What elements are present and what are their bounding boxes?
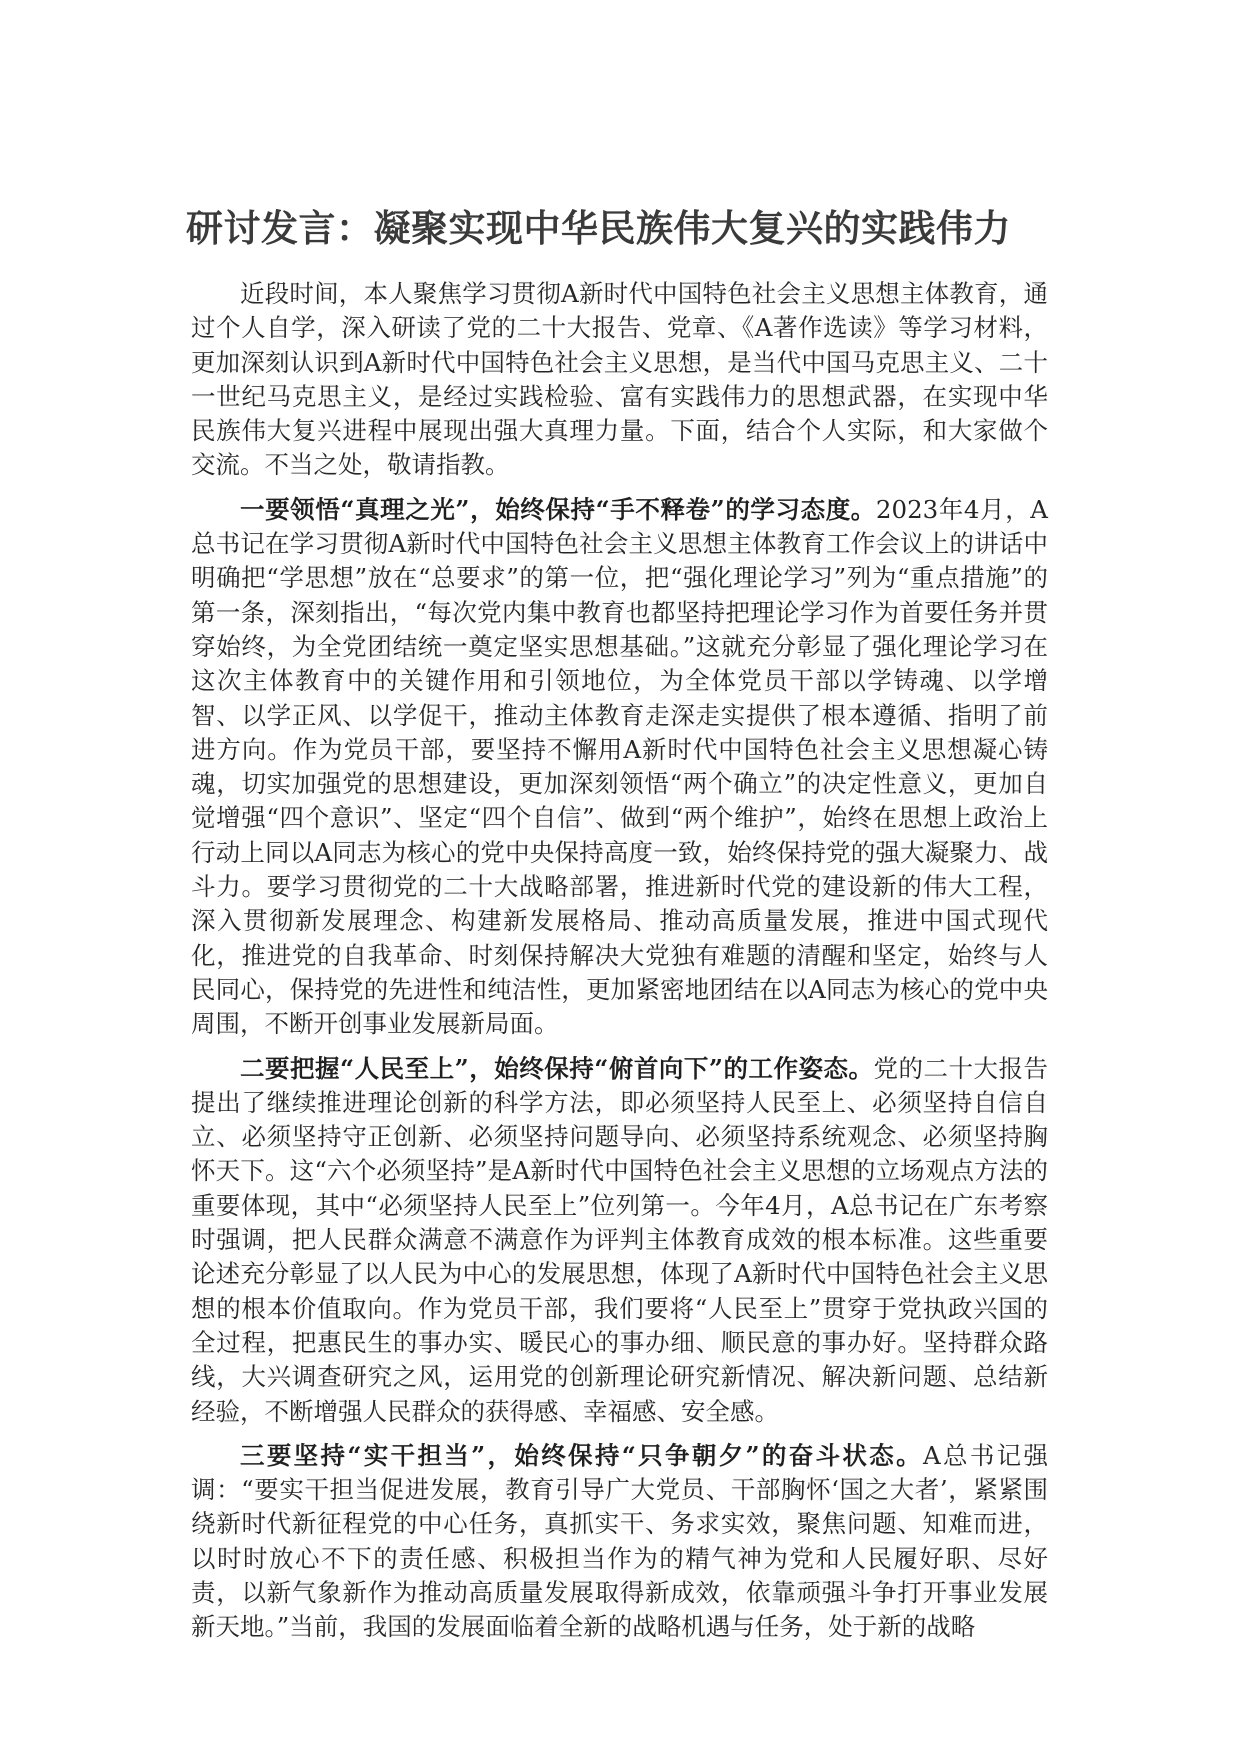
paragraph-text: 党的二十大报告提出了继续推进理论创新的科学方法，即必须坚持人民至上、必须坚持自信自立、必须坚持守正创新、必须坚持问题导向、必须坚持系统观念、必须坚持胸怀天下。这“六个必须坚持”是A新时代中国特色社会主义思想的立场观点方法的重要体现，其中“必须坚持人民至上”位列第一。今年4月，A总书记在广东考察时强调，把人民群众满意不满意作为评判主体教育成效的根本标准。这些重要论述充分彰显了以人民为中心的发展思想，体现了A新时代中国特色社会主义思想的根本价值取向。作为党员干部，我们要将“人民至上”贯穿于党执政兴国的全过程，把惠民生的事办实、暖民心的事办细、顺民意的事办好。坚持群众路线，大兴调查研究之风，运用党的创新理论研究新情况、解决新问题、总结新经验，不断增强人民群众的获得感、幸福感、安全感。 [191,1053,1049,1426]
paragraph-lead: 二要把握“人民至上”，始终保持“俯首向下”的工作姿态。 [240,1053,874,1083]
paragraph-text: 2023年4月，A总书记在学习贯彻A新时代中国特色社会主义思想主体教育工作会议上的讲话中明确把“学思想”放在“总要求”的第一位，把“强化理论学习”列为“重点措施”的第一条，深刻指出，“每次党内集中教育也都坚持把理论学习作为首要任务并贯穿始终，为全党团结统一奠定坚实思想基础。”这就充分彰显了强化理论学习在这次主体教育中的关键作用和引领地位，为全体党员干部以学铸魂、以学增智、以学正风、以学促干，推动主体教育走深走实提供了根本遵循、指明了前进方向。作为党员干部，要坚持不懈用A新时代中国特色社会主义思想凝心铸魂，切实加强党的思想建设，更加深刻领悟“两个确立”的决定性意义，更加自觉增强“四个意识”、坚定“四个自信”、做到“两个维护”，始终在思想上政治上行动上同以A同志为核心的党中央保持高度一致，始终保持党的强大凝聚力、战斗力。要学习贯彻党的二十大战略部署，推进新时代党的建设新的伟大工程，深入贯彻新发展理念、构建新发展格局、推动高质量发展，推进中国式现代化，推进党的自我革命、时刻保持解决大党独有难题的清醒和坚定，始终与人民同心，保持党的先进性和纯洁性，更加紧密地团结在以A同志为核心的党中央周围，不断开创事业发展新局面。 [191,494,1048,1039]
document-body [191,277,1048,1655]
paragraph-lead: 三要坚持“实干担当”，始终保持“只争朝夕”的奋斗状态。 [240,1440,923,1470]
paragraph-text: A总书记强调：“要实干担当促进发展，教育引导广大党员、干部胸怀‘国之大者’，紧紧围绕新时代新征程党的中心任务，真抓实干、务求实效，聚焦问题、知难而进，以时时放心不下的责任感、积极担当作为的精气神为党和人民履好职、尽好责，以新气象新作为推动高质量发展取得新成效，依靠顽强斗争打开事业发展新天地。”当前，我国的发展面临着全新的战略机遇与任务，处于新的战略 [191,1440,1048,1642]
paragraph-point-two [191,1052,1048,1429]
paragraph-point-one [191,493,1048,1042]
paragraph-text: 近段时间，本人聚焦学习贯彻A新时代中国特色社会主义思想主体教育，通过个人自学，深入研读了党的二十大报告、党章、《A著作选读》等学习材料，更加深刻认识到A新时代中国特色社会主义思想，是当代中国马克思主义、二十一世纪马克思主义，是经过实践检验、富有实践伟力的思想武器，在实现中华民族伟大复兴进程中展现出强大真理力量。下面，结合个人实际，和大家做个交流。不当之处，敬请指教。 [191,279,1048,480]
paragraph-intro [191,277,1048,483]
paragraph-lead: 一要领悟“真理之光”，始终保持“手不释卷”的学习态度。 [240,494,876,524]
document-title: 研讨发言：凝聚实现中华民族伟大复兴的实践伟力 [186,207,1011,250]
paragraph-point-three [191,1439,1048,1645]
